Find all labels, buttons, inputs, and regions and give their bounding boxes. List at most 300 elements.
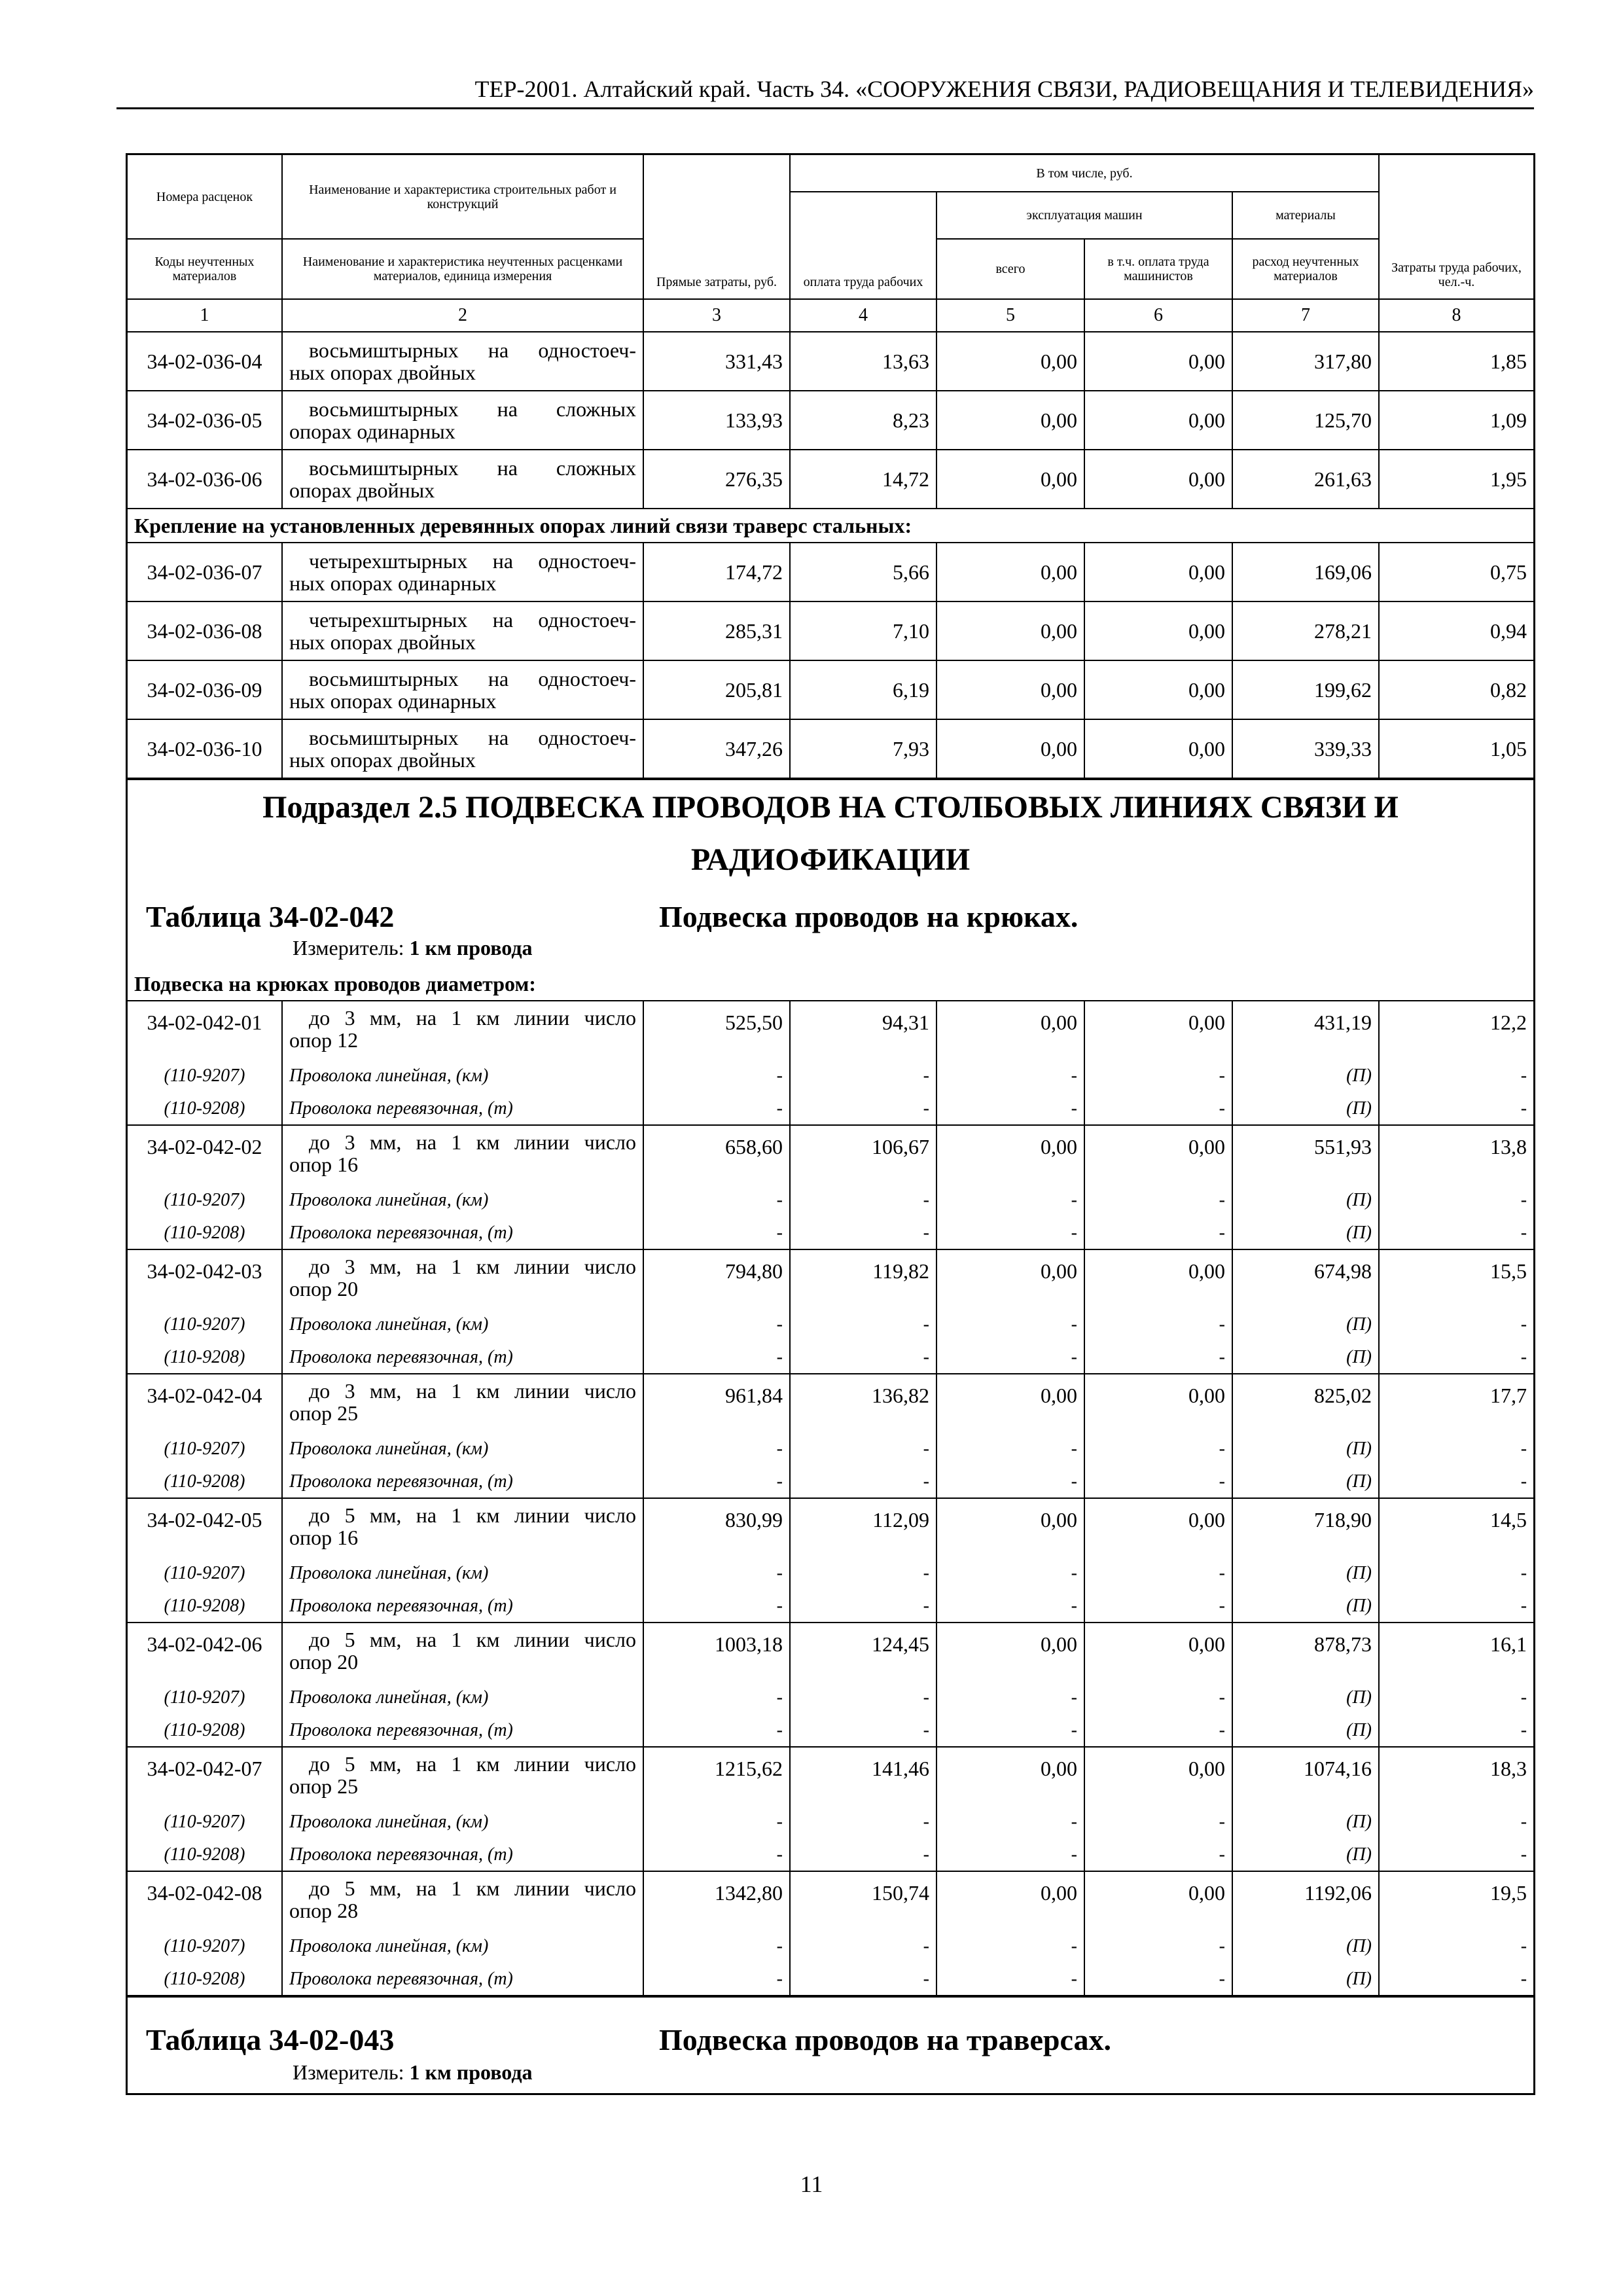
col-codes-bottom: Коды неучтенных материалов <box>128 239 282 299</box>
rate-value: 119,82 <box>790 1249 936 1308</box>
material-value: - <box>1084 1681 1232 1714</box>
rate-code: 34-02-042-03 <box>128 1249 282 1308</box>
material-value: - <box>643 1465 790 1498</box>
rate-value: 658,60 <box>643 1125 790 1184</box>
material-name: Проволока перевязочная, (т) <box>282 1839 643 1871</box>
page-number: 11 <box>800 2171 823 2197</box>
rate-value: 0,00 <box>1084 391 1232 450</box>
measure-label: Измеритель: <box>293 2060 410 2084</box>
rate-name-line: восьмиштырных на одностоеч- <box>309 726 636 749</box>
material-code: (110-9207) <box>128 1930 282 1963</box>
rate-name-line: опор 16 <box>289 1526 359 1549</box>
material-value: - <box>790 1557 936 1590</box>
next-table-title: Подвеска проводов на траверсах. <box>659 2023 1111 2056</box>
section-block <box>128 779 1533 967</box>
material-value: - <box>1084 1806 1232 1839</box>
material-value: - <box>790 1433 936 1465</box>
col-number: 2 <box>282 299 643 332</box>
material-value: (П) <box>1232 1217 1379 1249</box>
rate-value: 0,00 <box>936 450 1084 509</box>
material-row <box>128 1217 1533 1249</box>
rate-code: 34-02-036-06 <box>128 450 282 509</box>
material-value: - <box>790 1963 936 1996</box>
material-value: - <box>1379 1806 1533 1839</box>
material-value: - <box>643 1433 790 1465</box>
rate-value: 0,00 <box>1084 1623 1232 1681</box>
material-value: - <box>643 1092 790 1125</box>
material-value: - <box>1379 1341 1533 1374</box>
rate-value: 331,43 <box>643 332 790 391</box>
material-value: - <box>1379 1092 1533 1125</box>
material-value: (П) <box>1232 1963 1379 1996</box>
col-number: 8 <box>1379 299 1533 332</box>
rate-name-line: опор 20 <box>289 1277 359 1300</box>
rate-value: 13,63 <box>790 332 936 391</box>
material-name: Проволока линейная, (км) <box>282 1308 643 1341</box>
material-value: - <box>1084 1341 1232 1374</box>
measure-label: Измеритель: <box>293 936 410 960</box>
material-value: - <box>790 1184 936 1217</box>
material-value: - <box>790 1465 936 1498</box>
material-name: Проволока перевязочная, (т) <box>282 1341 643 1374</box>
material-value: - <box>936 1839 1084 1871</box>
rate-value: 961,84 <box>643 1374 790 1433</box>
col-number: 4 <box>790 299 936 332</box>
rate-value: 1074,16 <box>1232 1747 1379 1806</box>
rate-value: 0,00 <box>936 601 1084 660</box>
rate-value: 0,00 <box>936 1249 1084 1308</box>
material-value: - <box>1379 1714 1533 1747</box>
rate-code: 34-02-036-10 <box>128 719 282 778</box>
col-machines-wages: в т.ч. оплата труда машинистов <box>1084 239 1232 299</box>
rate-value: 0,00 <box>1084 1871 1232 1930</box>
rate-row <box>128 391 1533 450</box>
table-label: Таблица 34-02-042 <box>146 900 395 933</box>
material-value: - <box>1084 1465 1232 1498</box>
material-name: Проволока перевязочная, (т) <box>282 1217 643 1249</box>
material-value: (П) <box>1232 1681 1379 1714</box>
col-name-top: Наименование и характеристика строительных работ и конструкций <box>282 155 643 239</box>
material-name: Проволока перевязочная, (т) <box>282 1590 643 1623</box>
rate-value: 794,80 <box>643 1249 790 1308</box>
rate-name-line: опор 12 <box>289 1028 359 1052</box>
material-value: - <box>1084 1839 1232 1871</box>
rate-row <box>128 543 1533 601</box>
col-materials: материалы <box>1232 192 1379 239</box>
material-row <box>128 1308 1533 1341</box>
material-value: - <box>643 1308 790 1341</box>
material-value: - <box>936 1930 1084 1963</box>
rate-name <box>282 719 643 778</box>
rate-value: 674,98 <box>1232 1249 1379 1308</box>
rate-value: 0,00 <box>936 1623 1084 1681</box>
material-value: - <box>936 1557 1084 1590</box>
material-code: (110-9208) <box>128 1963 282 1996</box>
material-name: Проволока линейная, (км) <box>282 1806 643 1839</box>
material-row <box>128 1060 1533 1092</box>
rate-value: 15,5 <box>1379 1249 1533 1308</box>
rate-name-line: ных опорах двойных <box>289 361 476 384</box>
rate-name-line: опор 28 <box>289 1899 359 1922</box>
rate-code: 34-02-042-06 <box>128 1623 282 1681</box>
material-code: (110-9207) <box>128 1557 282 1590</box>
material-value: - <box>1084 1557 1232 1590</box>
material-value: - <box>936 1681 1084 1714</box>
material-value: - <box>1379 1839 1533 1871</box>
rate-value: 0,00 <box>936 660 1084 719</box>
rate-value: 0,00 <box>1084 450 1232 509</box>
rate-value: 1003,18 <box>643 1623 790 1681</box>
rate-row <box>128 332 1533 391</box>
material-value: - <box>1379 1963 1533 1996</box>
material-value: - <box>643 1217 790 1249</box>
rate-value: 0,00 <box>936 332 1084 391</box>
rate-name-line: четырехштырных на одностоеч- <box>309 549 636 573</box>
material-value: - <box>1379 1465 1533 1498</box>
material-value: - <box>790 1060 936 1092</box>
material-value: - <box>1379 1308 1533 1341</box>
rate-value: 339,33 <box>1232 719 1379 778</box>
rate-value: 1,05 <box>1379 719 1533 778</box>
rate-value: 0,00 <box>1084 332 1232 391</box>
material-value: - <box>1084 1930 1232 1963</box>
material-value: - <box>790 1681 936 1714</box>
subheader-1: Крепление на установленных деревянных опорах линий связи траверс стальных: <box>128 509 1533 543</box>
rate-value: 1215,62 <box>643 1747 790 1806</box>
rate-row <box>128 1871 1533 1930</box>
material-name: Проволока линейная, (км) <box>282 1060 643 1092</box>
rate-value: 14,72 <box>790 450 936 509</box>
material-code: (110-9208) <box>128 1465 282 1498</box>
rate-row <box>128 1001 1533 1060</box>
col-labor: Затраты труда рабочих, чел.-ч. <box>1379 155 1533 299</box>
material-code: (110-9208) <box>128 1839 282 1871</box>
rate-code: 34-02-036-08 <box>128 601 282 660</box>
material-value: (П) <box>1232 1590 1379 1623</box>
material-value: (П) <box>1232 1930 1379 1963</box>
rate-value: 830,99 <box>643 1498 790 1557</box>
rate-value: 169,06 <box>1232 543 1379 601</box>
material-row <box>128 1465 1533 1498</box>
rate-row <box>128 1125 1533 1184</box>
material-code: (110-9207) <box>128 1433 282 1465</box>
rate-code: 34-02-042-05 <box>128 1498 282 1557</box>
col-name-bottom: Наименование и характеристика неучтенных расценками материалов, единица измерения <box>282 239 643 299</box>
material-value: (П) <box>1232 1092 1379 1125</box>
material-name: Проволока линейная, (км) <box>282 1557 643 1590</box>
rate-value: 0,00 <box>1084 543 1232 601</box>
material-row <box>128 1092 1533 1125</box>
rate-value: 0,00 <box>936 1374 1084 1433</box>
material-name: Проволока линейная, (км) <box>282 1184 643 1217</box>
material-value: - <box>643 1184 790 1217</box>
measure-line <box>293 936 533 960</box>
next-table-block <box>128 1996 1533 2093</box>
material-value: - <box>790 1341 936 1374</box>
material-value: (П) <box>1232 1060 1379 1092</box>
rate-code: 34-02-042-02 <box>128 1125 282 1184</box>
rate-value: 7,93 <box>790 719 936 778</box>
material-value: - <box>790 1930 936 1963</box>
rate-name-line: опорах двойных <box>289 478 435 502</box>
subheader-row <box>128 509 1533 543</box>
material-value: - <box>1084 1060 1232 1092</box>
material-value: - <box>936 1060 1084 1092</box>
rate-value: 5,66 <box>790 543 936 601</box>
material-value: - <box>1084 1433 1232 1465</box>
material-value: - <box>643 1963 790 1996</box>
rate-name-line: до 3 мм, на 1 км линии число <box>309 1255 636 1278</box>
rate-value: 0,00 <box>936 1747 1084 1806</box>
col-wages: оплата труда рабочих <box>790 192 936 299</box>
rate-value: 0,00 <box>936 391 1084 450</box>
material-code: (110-9208) <box>128 1092 282 1125</box>
material-value: (П) <box>1232 1839 1379 1871</box>
rate-name-line: ных опорах одинарных <box>289 571 497 595</box>
rate-value: 525,50 <box>643 1001 790 1060</box>
rate-row <box>128 601 1533 660</box>
material-value: (П) <box>1232 1557 1379 1590</box>
rate-value: 0,00 <box>936 1498 1084 1557</box>
section-title-line1: Подраздел 2.5 ПОДВЕСКА ПРОВОДОВ НА СТОЛБОВЫХ ЛИНИЯХ СВЯЗИ И <box>262 790 1399 825</box>
material-value: - <box>790 1839 936 1871</box>
rate-name <box>282 1498 643 1557</box>
rate-code: 34-02-036-09 <box>128 660 282 719</box>
rate-code: 34-02-042-04 <box>128 1374 282 1433</box>
material-value: - <box>1379 1433 1533 1465</box>
material-row <box>128 1681 1533 1714</box>
rate-value: 0,94 <box>1379 601 1533 660</box>
rate-name <box>282 1623 643 1681</box>
material-value: - <box>790 1217 936 1249</box>
col-incl: В том числе, руб. <box>790 155 1379 192</box>
rate-value: 0,00 <box>1084 719 1232 778</box>
col-number: 5 <box>936 299 1084 332</box>
rate-value: 12,2 <box>1379 1001 1533 1060</box>
rate-value: 0,00 <box>1084 601 1232 660</box>
rate-name-line: до 3 мм, на 1 км линии число <box>309 1006 636 1030</box>
measure-value: 1 км провода <box>409 2060 533 2084</box>
page-header: ТЕР-2001. Алтайский край. Часть 34. «СООРУЖЕНИЯ СВЯЗИ, РАДИОВЕЩАНИЯ И ТЕЛЕВИДЕНИЯ» <box>116 71 1534 109</box>
material-value: - <box>1084 1092 1232 1125</box>
material-value: - <box>936 1806 1084 1839</box>
rate-name-line: восьмиштырных на одностоеч- <box>309 338 636 362</box>
rate-row <box>128 660 1533 719</box>
col-number: 7 <box>1232 299 1379 332</box>
rate-value: 0,00 <box>1084 1249 1232 1308</box>
material-value: (П) <box>1232 1806 1379 1839</box>
material-value: - <box>790 1308 936 1341</box>
rate-name <box>282 1249 643 1308</box>
rate-value: 278,21 <box>1232 601 1379 660</box>
material-value: - <box>1379 1590 1533 1623</box>
material-value: - <box>790 1092 936 1125</box>
col-number: 1 <box>128 299 282 332</box>
table-title: Подвеска проводов на крюках. <box>659 900 1079 933</box>
rate-name-line: до 3 мм, на 1 км линии число <box>309 1130 636 1154</box>
material-value: - <box>1084 1714 1232 1747</box>
material-code: (110-9208) <box>128 1341 282 1374</box>
material-value: - <box>1084 1308 1232 1341</box>
rate-value: 261,63 <box>1232 450 1379 509</box>
rate-row <box>128 450 1533 509</box>
next-measure-line <box>293 2060 533 2085</box>
material-value: - <box>790 1714 936 1747</box>
material-value: - <box>936 1963 1084 1996</box>
material-row <box>128 1184 1533 1217</box>
rate-name <box>282 1374 643 1433</box>
material-row <box>128 1963 1533 1996</box>
rate-value: 825,02 <box>1232 1374 1379 1433</box>
rate-value: 878,73 <box>1232 1623 1379 1681</box>
material-value: - <box>1084 1184 1232 1217</box>
material-name: Проволока линейная, (км) <box>282 1433 643 1465</box>
material-name: Проволока перевязочная, (т) <box>282 1714 643 1747</box>
rate-value: 106,67 <box>790 1125 936 1184</box>
rate-code: 34-02-042-08 <box>128 1871 282 1930</box>
material-value: - <box>936 1184 1084 1217</box>
rate-name <box>282 543 643 601</box>
rate-value: 347,26 <box>643 719 790 778</box>
material-name: Проволока перевязочная, (т) <box>282 1963 643 1996</box>
rate-value: 0,00 <box>1084 1747 1232 1806</box>
rate-name-line: до 5 мм, на 1 км линии число <box>309 1628 636 1651</box>
rate-value: 1,85 <box>1379 332 1533 391</box>
rate-value: 718,90 <box>1232 1498 1379 1557</box>
material-value: - <box>936 1465 1084 1498</box>
rate-value: 0,00 <box>936 1001 1084 1060</box>
rate-name-line: опор 25 <box>289 1774 359 1798</box>
rate-value: 0,00 <box>1084 1374 1232 1433</box>
rate-name <box>282 450 643 509</box>
rates-top <box>128 332 1533 509</box>
material-row <box>128 1590 1533 1623</box>
material-value: - <box>643 1557 790 1590</box>
material-value: - <box>643 1060 790 1092</box>
column-numbers-row <box>128 299 1533 332</box>
material-row <box>128 1341 1533 1374</box>
rate-value: 136,82 <box>790 1374 936 1433</box>
next-table-label: Таблица 34-02-043 <box>146 2023 395 2056</box>
rate-value: 13,8 <box>1379 1125 1533 1184</box>
rate-name-line: до 5 мм, на 1 км линии число <box>309 1876 636 1900</box>
rate-value: 133,93 <box>643 391 790 450</box>
rate-name-line: до 5 мм, на 1 км линии число <box>309 1752 636 1776</box>
material-code: (110-9208) <box>128 1217 282 1249</box>
rate-value: 174,72 <box>643 543 790 601</box>
material-value: - <box>936 1217 1084 1249</box>
col-codes-top: Номера расценок <box>128 155 282 239</box>
rate-value: 0,00 <box>1084 1498 1232 1557</box>
col-number: 6 <box>1084 299 1232 332</box>
material-value: - <box>1379 1184 1533 1217</box>
material-value: - <box>643 1714 790 1747</box>
rate-row <box>128 719 1533 778</box>
material-row <box>128 1839 1533 1871</box>
material-value: - <box>1379 1060 1533 1092</box>
material-name: Проволока перевязочная, (т) <box>282 1092 643 1125</box>
material-code: (110-9208) <box>128 1590 282 1623</box>
rate-row <box>128 1747 1533 1806</box>
rate-value: 19,5 <box>1379 1871 1533 1930</box>
material-code: (110-9208) <box>128 1714 282 1747</box>
material-value: - <box>1379 1930 1533 1963</box>
material-name: Проволока линейная, (км) <box>282 1930 643 1963</box>
rate-value: 317,80 <box>1232 332 1379 391</box>
rate-name-line: до 3 мм, на 1 км линии число <box>309 1379 636 1403</box>
col-number: 3 <box>643 299 790 332</box>
rate-name <box>282 1747 643 1806</box>
material-row <box>128 1806 1533 1839</box>
material-value: - <box>643 1930 790 1963</box>
material-name: Проволока перевязочная, (т) <box>282 1465 643 1498</box>
header-table <box>128 155 1533 779</box>
rate-name <box>282 1001 643 1060</box>
col-machines-total: всего <box>936 239 1084 299</box>
material-value: - <box>936 1433 1084 1465</box>
rate-value: 14,5 <box>1379 1498 1533 1557</box>
material-value: - <box>790 1590 936 1623</box>
rate-name-line: ных опорах двойных <box>289 748 476 772</box>
rate-value: 551,93 <box>1232 1125 1379 1184</box>
rate-value: 1192,06 <box>1232 1871 1379 1930</box>
rate-row <box>128 1498 1533 1557</box>
rate-name-line: опор 25 <box>289 1401 359 1425</box>
rate-name <box>282 1125 643 1184</box>
rate-row <box>128 1249 1533 1308</box>
material-value: - <box>790 1806 936 1839</box>
material-value: - <box>1379 1681 1533 1714</box>
rate-code: 34-02-042-07 <box>128 1747 282 1806</box>
rate-value: 125,70 <box>1232 391 1379 450</box>
material-value: - <box>936 1092 1084 1125</box>
rate-value: 1,95 <box>1379 450 1533 509</box>
col-materials-unaccounted: расход неучтенных материалов <box>1232 239 1379 299</box>
rate-name-line: ных опорах двойных <box>289 630 476 654</box>
rate-value: 112,09 <box>790 1498 936 1557</box>
rate-name <box>282 332 643 391</box>
rate-code: 34-02-042-01 <box>128 1001 282 1060</box>
material-value: - <box>1379 1217 1533 1249</box>
rate-name-line: ных опорах одинарных <box>289 689 497 713</box>
rate-value: 0,00 <box>1084 1001 1232 1060</box>
material-code: (110-9207) <box>128 1681 282 1714</box>
rate-value: 0,00 <box>1084 1125 1232 1184</box>
material-code: (110-9207) <box>128 1806 282 1839</box>
material-value: - <box>643 1590 790 1623</box>
rates-document <box>126 153 1535 2095</box>
material-value: - <box>1084 1590 1232 1623</box>
rate-name <box>282 660 643 719</box>
rate-row <box>128 1374 1533 1433</box>
material-code: (110-9207) <box>128 1060 282 1092</box>
subheader-2: Подвеска на крюках проводов диаметром: <box>128 967 1533 1001</box>
material-value: (П) <box>1232 1341 1379 1374</box>
material-value: (П) <box>1232 1433 1379 1465</box>
material-name: Проволока линейная, (км) <box>282 1681 643 1714</box>
rate-value: 1342,80 <box>643 1871 790 1930</box>
rate-code: 34-02-036-04 <box>128 332 282 391</box>
material-value: - <box>1084 1963 1232 1996</box>
material-value: - <box>643 1341 790 1374</box>
rate-value: 0,00 <box>936 1125 1084 1184</box>
rate-value: 0,75 <box>1379 543 1533 601</box>
rates-hooks <box>128 1001 1533 1996</box>
material-value: (П) <box>1232 1308 1379 1341</box>
material-value: - <box>1084 1217 1232 1249</box>
rate-value: 285,31 <box>643 601 790 660</box>
rate-value: 431,19 <box>1232 1001 1379 1060</box>
